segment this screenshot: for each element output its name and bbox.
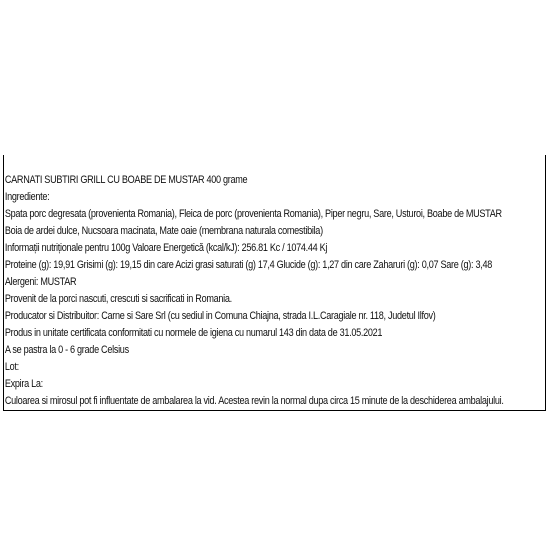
allergens: Alergeni: MUSTAR xyxy=(4,276,77,288)
nutrition-energy: Informații nutriționale pentru 100g Valoare Energetică (kcal/kJ): 256.81 Kc / 1074.44 Kj xyxy=(4,242,328,254)
ingredients-line-1: Spata porc degresata (provenienta Romania), Fleica de porc (provenienta Romania), Piper negru, Sare, Usturoi, Boabe de MUSTAR xyxy=(4,208,502,220)
nutrition-macros: Proteine (g): 19,91 Grisimi (g): 19,15 din care Acizi grasi saturati (g) 17,4 Glucide (g): 1,27 din care Zaharuri (g): 0,07 Sare (g): 3,48 xyxy=(4,259,492,271)
expiry: Expira La: xyxy=(4,378,43,390)
ingredients-line-2: Boia de ardei dulce, Nucsoara macinata, Mate oaie (membrana naturala comestibila) xyxy=(4,225,323,237)
product-label-table xyxy=(3,155,546,411)
product-title: CARNATI SUBTIRI GRILL CU BOABE DE MUSTAR 400 grame xyxy=(4,174,248,186)
label-spacer-row xyxy=(4,155,545,172)
origin: Provenit de la porci nascuti, crescuti si sacrificati in Romania. xyxy=(4,293,232,305)
vacuum-note: Culoarea si mirosul pot fi influentate de ambalarea la vid. Acestea revin la normal dupa circa 15 minute de la deschiderea ambalajului. xyxy=(4,395,504,407)
ingredients-heading: Ingrediente: xyxy=(4,191,50,203)
storage: A se pastra la 0 - 6 grade Celsius xyxy=(4,344,129,356)
certification: Produs in unitate certificata conformitati cu normele de igiena cu numarul 143 din data de 31.05.2021 xyxy=(4,327,383,339)
lot: Lot: xyxy=(4,361,19,373)
producer: Producator si Distribuitor: Carne si Sare Srl (cu sediul in Comuna Chiajna, strada I.L.Caragiale nr. 118, Judetul Ilfov) xyxy=(4,310,436,322)
